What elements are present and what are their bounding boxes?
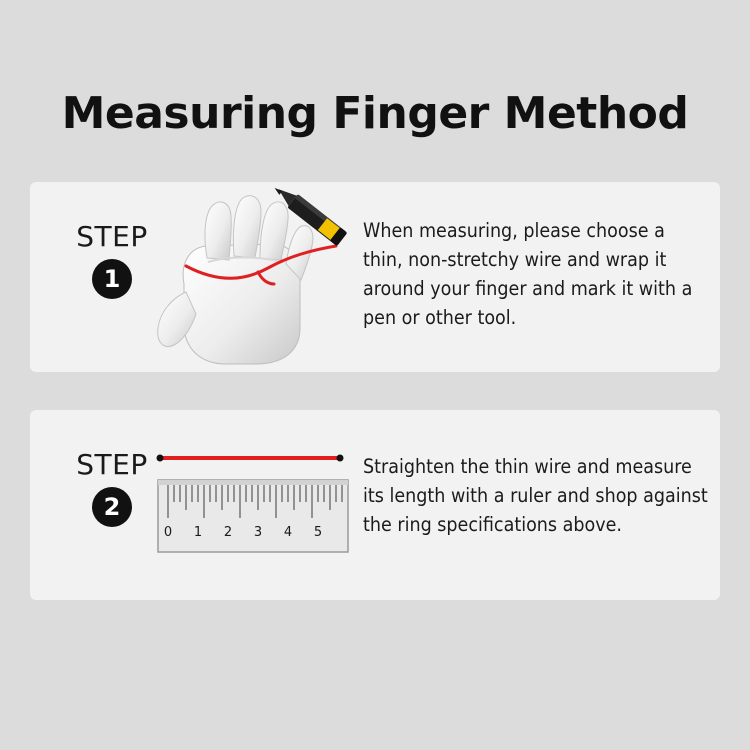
ruler-tick-4: 4	[283, 525, 293, 540]
step-1-description: When measuring, please choose a thin, non-stretchy wire and wrap it around your finger and mark it with a pen or other tool.	[363, 219, 693, 329]
page-title: Measuring Finger Method	[61, 88, 689, 139]
step-card-2	[30, 410, 720, 600]
ruler-tick-0: 0	[163, 525, 173, 540]
step-1-number: 1	[92, 259, 132, 299]
step-1-label: STEP	[76, 220, 148, 253]
step-2-description: Straighten the thin wire and measure its length with a ruler and shop against the ring specifications above.	[363, 455, 708, 536]
ruler-tick-5: 5	[313, 525, 323, 540]
ruler-tick-1: 1	[193, 525, 203, 540]
step-1-marker	[62, 220, 162, 299]
ruler-tick-3: 3	[253, 525, 263, 540]
step-2-label: STEP	[76, 448, 148, 481]
wire-and-ruler-illustration	[148, 440, 368, 580]
step-2-number: 2	[92, 487, 132, 527]
ruler-tick-2: 2	[223, 525, 233, 540]
step-card-1	[30, 182, 720, 372]
marker-pen-icon	[262, 188, 372, 258]
step-2-marker	[62, 448, 162, 527]
